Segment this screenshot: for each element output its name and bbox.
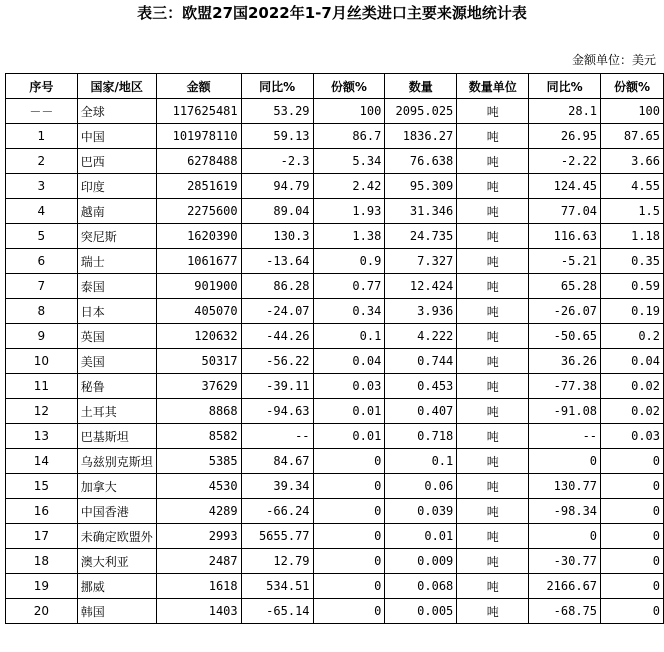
header-quantity-yoy: 同比% <box>529 74 601 99</box>
cell-quantity-yoy: -5.21 <box>529 249 601 274</box>
header-amount: 金额 <box>156 74 241 99</box>
header-country: 国家/地区 <box>77 74 156 99</box>
cell-quantity-share: 0.19 <box>601 299 664 324</box>
cell-index: 5 <box>6 224 78 249</box>
cell-quantity-share: 0 <box>601 549 664 574</box>
table-title: 表三：欧盟27国2022年1-7月丝类进口主要来源地统计表 <box>137 4 527 22</box>
cell-amount: 4289 <box>156 499 241 524</box>
cell-amount: 101978110 <box>156 124 241 149</box>
cell-amount-share: 0 <box>313 524 385 549</box>
cell-amount: 5385 <box>156 449 241 474</box>
cell-quantity-unit: 吨 <box>457 449 529 474</box>
cell-amount-share: 0 <box>313 599 385 624</box>
cell-index: 7 <box>6 274 78 299</box>
header-index: 序号 <box>6 74 78 99</box>
cell-quantity-unit: 吨 <box>457 199 529 224</box>
cell-quantity-unit: 吨 <box>457 424 529 449</box>
cell-index: 9 <box>6 324 78 349</box>
cell-amount: 8868 <box>156 399 241 424</box>
cell-quantity-share: 3.66 <box>601 149 664 174</box>
cell-amount-share: 0.03 <box>313 374 385 399</box>
cell-amount-yoy: -56.22 <box>241 349 313 374</box>
cell-country: 澳大利亚 <box>77 549 156 574</box>
cell-quantity-yoy: 26.95 <box>529 124 601 149</box>
cell-amount: 4530 <box>156 474 241 499</box>
cell-quantity-share: 0 <box>601 599 664 624</box>
cell-quantity-yoy: -26.07 <box>529 299 601 324</box>
cell-quantity-yoy: 36.26 <box>529 349 601 374</box>
cell-quantity: 95.309 <box>385 174 457 199</box>
cell-amount: 901900 <box>156 274 241 299</box>
cell-amount-share: 0 <box>313 499 385 524</box>
cell-amount-share: 1.93 <box>313 199 385 224</box>
cell-country: 乌兹别克斯坦 <box>77 449 156 474</box>
cell-quantity-share: 0.35 <box>601 249 664 274</box>
cell-amount-share: 0 <box>313 574 385 599</box>
cell-quantity: 7.327 <box>385 249 457 274</box>
cell-index: 18 <box>6 549 78 574</box>
cell-quantity-share: 0.03 <box>601 424 664 449</box>
table-row <box>6 599 664 624</box>
cell-quantity: 0.718 <box>385 424 457 449</box>
cell-amount: 2851619 <box>156 174 241 199</box>
cell-quantity-share: 0 <box>601 499 664 524</box>
cell-amount-share: 2.42 <box>313 174 385 199</box>
cell-quantity-unit: 吨 <box>457 324 529 349</box>
cell-amount-yoy: -44.26 <box>241 324 313 349</box>
cell-country: 挪威 <box>77 574 156 599</box>
cell-quantity-yoy: -30.77 <box>529 549 601 574</box>
cell-amount-yoy: -65.14 <box>241 599 313 624</box>
cell-amount-share: 86.7 <box>313 124 385 149</box>
cell-amount-yoy: 53.29 <box>241 99 313 124</box>
cell-quantity-yoy: 0 <box>529 524 601 549</box>
cell-index: 8 <box>6 299 78 324</box>
table-row <box>6 224 664 249</box>
cell-index: 15 <box>6 474 78 499</box>
cell-quantity-unit: 吨 <box>457 224 529 249</box>
cell-quantity-yoy: 28.1 <box>529 99 601 124</box>
cell-amount-share: 0.01 <box>313 424 385 449</box>
cell-quantity-share: 87.65 <box>601 124 664 149</box>
cell-quantity-share: 100 <box>601 99 664 124</box>
cell-country: 未确定欧盟外 <box>77 524 156 549</box>
cell-quantity-share: 0.02 <box>601 374 664 399</box>
cell-quantity: 24.735 <box>385 224 457 249</box>
cell-amount-share: 0 <box>313 474 385 499</box>
cell-quantity-unit: 吨 <box>457 99 529 124</box>
cell-amount-yoy: 12.79 <box>241 549 313 574</box>
cell-quantity-share: 0.2 <box>601 324 664 349</box>
cell-quantity-unit: 吨 <box>457 499 529 524</box>
cell-amount: 8582 <box>156 424 241 449</box>
cell-amount-yoy: 130.3 <box>241 224 313 249</box>
table-row <box>6 249 664 274</box>
cell-quantity: 0.01 <box>385 524 457 549</box>
cell-country: 秘鲁 <box>77 374 156 399</box>
cell-quantity: 0.039 <box>385 499 457 524</box>
cell-index: 19 <box>6 574 78 599</box>
cell-country: 越南 <box>77 199 156 224</box>
table-row <box>6 299 664 324</box>
cell-index: 16 <box>6 499 78 524</box>
cell-quantity-yoy: 116.63 <box>529 224 601 249</box>
cell-amount-yoy: 84.67 <box>241 449 313 474</box>
cell-quantity: 76.638 <box>385 149 457 174</box>
cell-amount: 1620390 <box>156 224 241 249</box>
cell-amount: 1403 <box>156 599 241 624</box>
table-row <box>6 174 664 199</box>
cell-country: 瑞士 <box>77 249 156 274</box>
cell-quantity: 0.068 <box>385 574 457 599</box>
import-statistics-table <box>5 73 664 624</box>
cell-quantity-yoy: -91.08 <box>529 399 601 424</box>
cell-quantity-yoy: -- <box>529 424 601 449</box>
cell-amount-yoy: -2.3 <box>241 149 313 174</box>
cell-amount: 2487 <box>156 549 241 574</box>
cell-quantity: 0.005 <box>385 599 457 624</box>
cell-quantity-unit: 吨 <box>457 549 529 574</box>
table-row <box>6 474 664 499</box>
table-row <box>6 499 664 524</box>
cell-amount-yoy: -39.11 <box>241 374 313 399</box>
cell-amount: 1061677 <box>156 249 241 274</box>
cell-amount-yoy: -24.07 <box>241 299 313 324</box>
table-row <box>6 549 664 574</box>
cell-quantity: 12.424 <box>385 274 457 299</box>
table-row <box>6 349 664 374</box>
cell-index: 14 <box>6 449 78 474</box>
cell-amount: 120632 <box>156 324 241 349</box>
cell-index: 3 <box>6 174 78 199</box>
cell-amount-share: 5.34 <box>313 149 385 174</box>
cell-amount-yoy: 89.04 <box>241 199 313 224</box>
cell-index: 4 <box>6 199 78 224</box>
cell-quantity-share: 0 <box>601 574 664 599</box>
cell-country: 韩国 <box>77 599 156 624</box>
cell-amount: 37629 <box>156 374 241 399</box>
cell-quantity-yoy: -68.75 <box>529 599 601 624</box>
cell-index: －－ <box>6 99 78 124</box>
table-row <box>6 374 664 399</box>
cell-amount: 1618 <box>156 574 241 599</box>
cell-quantity-unit: 吨 <box>457 149 529 174</box>
cell-country: 印度 <box>77 174 156 199</box>
cell-country: 突尼斯 <box>77 224 156 249</box>
header-row <box>6 74 664 99</box>
table-row <box>6 424 664 449</box>
cell-quantity: 0.407 <box>385 399 457 424</box>
cell-amount-yoy: 94.79 <box>241 174 313 199</box>
cell-quantity: 0.009 <box>385 549 457 574</box>
cell-amount-yoy: 59.13 <box>241 124 313 149</box>
cell-amount-yoy: -94.63 <box>241 399 313 424</box>
cell-amount: 6278488 <box>156 149 241 174</box>
cell-amount-yoy: 534.51 <box>241 574 313 599</box>
cell-quantity-yoy: -2.22 <box>529 149 601 174</box>
cell-quantity-unit: 吨 <box>457 299 529 324</box>
cell-index: 1 <box>6 124 78 149</box>
cell-quantity-unit: 吨 <box>457 349 529 374</box>
header-quantity-unit: 数量单位 <box>457 74 529 99</box>
cell-quantity-unit: 吨 <box>457 524 529 549</box>
cell-amount-yoy: 86.28 <box>241 274 313 299</box>
cell-country: 巴基斯坦 <box>77 424 156 449</box>
table-row <box>6 99 664 124</box>
cell-amount-share: 0.1 <box>313 324 385 349</box>
cell-quantity-unit: 吨 <box>457 599 529 624</box>
cell-quantity-unit: 吨 <box>457 249 529 274</box>
cell-quantity-share: 4.55 <box>601 174 664 199</box>
cell-quantity-yoy: 0 <box>529 449 601 474</box>
cell-quantity-unit: 吨 <box>457 374 529 399</box>
cell-index: 13 <box>6 424 78 449</box>
cell-quantity: 0.1 <box>385 449 457 474</box>
cell-quantity-yoy: -77.38 <box>529 374 601 399</box>
cell-quantity-unit: 吨 <box>457 399 529 424</box>
cell-country: 土耳其 <box>77 399 156 424</box>
table-row <box>6 274 664 299</box>
cell-amount: 2275600 <box>156 199 241 224</box>
cell-index: 11 <box>6 374 78 399</box>
cell-quantity: 1836.27 <box>385 124 457 149</box>
cell-amount-yoy: -66.24 <box>241 499 313 524</box>
cell-quantity-yoy: 77.04 <box>529 199 601 224</box>
cell-quantity-share: 0.04 <box>601 349 664 374</box>
header-quantity-share: 份额% <box>601 74 664 99</box>
cell-amount-share: 100 <box>313 99 385 124</box>
cell-quantity: 31.346 <box>385 199 457 224</box>
cell-quantity-share: 1.18 <box>601 224 664 249</box>
cell-quantity-unit: 吨 <box>457 474 529 499</box>
cell-amount-share: 1.38 <box>313 224 385 249</box>
cell-amount: 405070 <box>156 299 241 324</box>
table-row <box>6 449 664 474</box>
cell-country: 中国香港 <box>77 499 156 524</box>
currency-unit-note: 金额单位：美元 <box>571 53 656 67</box>
cell-quantity-unit: 吨 <box>457 174 529 199</box>
cell-country: 加拿大 <box>77 474 156 499</box>
cell-quantity-unit: 吨 <box>457 124 529 149</box>
cell-index: 17 <box>6 524 78 549</box>
cell-amount-yoy: 39.34 <box>241 474 313 499</box>
table-row <box>6 324 664 349</box>
cell-index: 2 <box>6 149 78 174</box>
table-row <box>6 399 664 424</box>
cell-quantity: 3.936 <box>385 299 457 324</box>
cell-amount-share: 0.9 <box>313 249 385 274</box>
header-amount-share: 份额% <box>313 74 385 99</box>
cell-quantity-yoy: 124.45 <box>529 174 601 199</box>
cell-amount-share: 0.01 <box>313 399 385 424</box>
cell-index: 6 <box>6 249 78 274</box>
cell-quantity-yoy: -50.65 <box>529 324 601 349</box>
table-row <box>6 199 664 224</box>
cell-quantity-yoy: 2166.67 <box>529 574 601 599</box>
cell-quantity-yoy: -98.34 <box>529 499 601 524</box>
cell-quantity-yoy: 130.77 <box>529 474 601 499</box>
cell-country: 美国 <box>77 349 156 374</box>
cell-quantity: 2095.025 <box>385 99 457 124</box>
cell-quantity-share: 0 <box>601 524 664 549</box>
cell-quantity: 4.222 <box>385 324 457 349</box>
cell-country: 泰国 <box>77 274 156 299</box>
cell-amount: 2993 <box>156 524 241 549</box>
cell-index: 12 <box>6 399 78 424</box>
cell-quantity: 0.06 <box>385 474 457 499</box>
cell-quantity-yoy: 65.28 <box>529 274 601 299</box>
cell-amount: 117625481 <box>156 99 241 124</box>
cell-quantity-unit: 吨 <box>457 574 529 599</box>
header-quantity: 数量 <box>385 74 457 99</box>
cell-amount: 50317 <box>156 349 241 374</box>
table-row <box>6 524 664 549</box>
cell-amount-yoy: -13.64 <box>241 249 313 274</box>
table-row <box>6 574 664 599</box>
cell-amount-share: 0.34 <box>313 299 385 324</box>
cell-index: 20 <box>6 599 78 624</box>
cell-quantity: 0.453 <box>385 374 457 399</box>
cell-country: 全球 <box>77 99 156 124</box>
header-amount-yoy: 同比% <box>241 74 313 99</box>
cell-quantity-share: 0 <box>601 474 664 499</box>
cell-amount-share: 0 <box>313 549 385 574</box>
cell-amount-share: 0.04 <box>313 349 385 374</box>
cell-country: 巴西 <box>77 149 156 174</box>
cell-country: 中国 <box>77 124 156 149</box>
cell-quantity-share: 0.59 <box>601 274 664 299</box>
table-row <box>6 124 664 149</box>
cell-amount-share: 0 <box>313 449 385 474</box>
table-row <box>6 149 664 174</box>
cell-amount-share: 0.77 <box>313 274 385 299</box>
cell-quantity-share: 0 <box>601 449 664 474</box>
cell-quantity-share: 1.5 <box>601 199 664 224</box>
cell-amount-yoy: -- <box>241 424 313 449</box>
cell-quantity-share: 0.02 <box>601 399 664 424</box>
cell-country: 日本 <box>77 299 156 324</box>
cell-country: 英国 <box>77 324 156 349</box>
cell-quantity-unit: 吨 <box>457 274 529 299</box>
cell-index: 10 <box>6 349 78 374</box>
cell-quantity: 0.744 <box>385 349 457 374</box>
cell-amount-yoy: 5655.77 <box>241 524 313 549</box>
